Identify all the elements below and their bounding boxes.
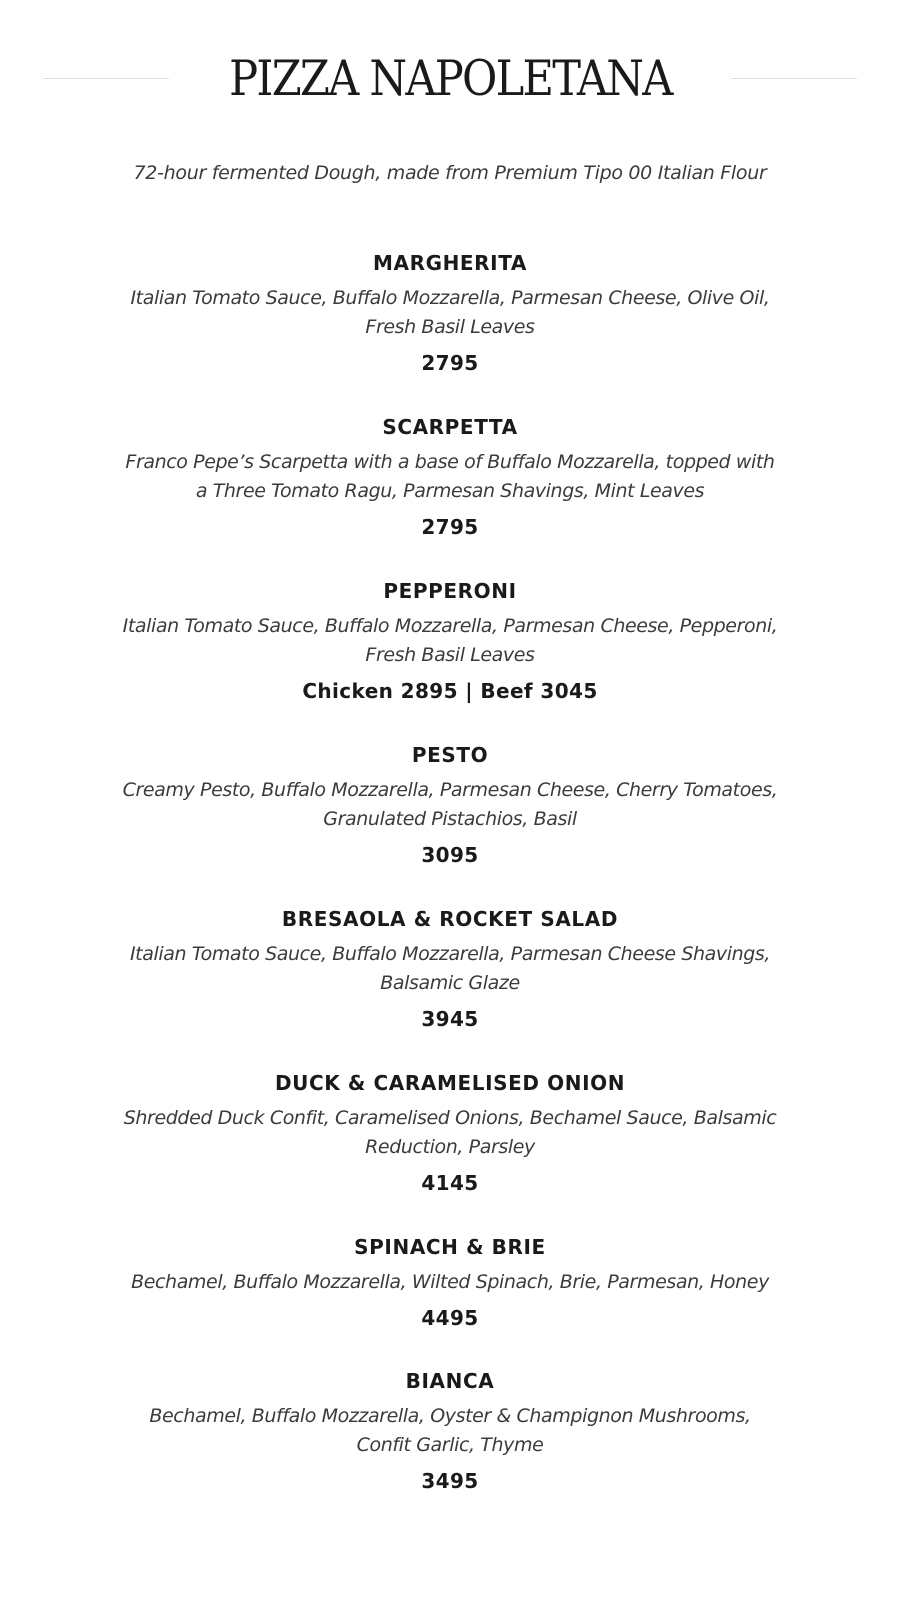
item-price: 3495 [421, 1469, 479, 1493]
menu-item-bresaola-rocket-salad [0, 906, 900, 1070]
page-title: PIZZA NAPOLETANA [228, 49, 672, 107]
item-description: Bechamel, Buffalo Mozzarella, Oyster & Champignon Mushrooms, Confit Garlic, Thyme [149, 1405, 751, 1456]
item-description: Franco Pepe’s Scarpetta with a base of Buffalo Mozzarella, topped with a Three Tomato Ragu, Parmesan Shavings, Mint Leaves [125, 451, 775, 502]
menu-item-pepperoni [0, 578, 900, 742]
item-price: Chicken 2895 | Beef 3045 [302, 679, 598, 703]
menu-header [0, 38, 900, 118]
left-divider [43, 78, 169, 79]
item-price: 2795 [421, 351, 479, 375]
item-price: 3945 [421, 1007, 479, 1031]
item-description: Bechamel, Buffalo Mozzarella, Wilted Spinach, Brie, Parmesan, Honey [131, 1271, 769, 1293]
item-description: Italian Tomato Sauce, Buffalo Mozzarella, Parmesan Cheese, Pepperoni, Fresh Basil Leaves [122, 615, 778, 666]
item-price: 3095 [421, 843, 479, 867]
item-name: PESTO [411, 743, 489, 767]
item-name: BRESAOLA & ROCKET SALAD [281, 907, 619, 931]
page-subtitle: 72-hour fermented Dough, made from Premium Tipo 00 Italian Flour [133, 162, 767, 184]
item-description: Creamy Pesto, Buffalo Mozzarella, Parmesan Cheese, Cherry Tomatoes, Granulated Pistachios, Basil [122, 779, 778, 830]
menu-item-duck-caramelised-onion [0, 1070, 900, 1234]
item-price: 2795 [421, 515, 479, 539]
menu-item-bianca [0, 1368, 900, 1532]
item-name: PEPPERONI [383, 579, 517, 603]
item-name: SPINACH & BRIE [354, 1235, 546, 1259]
item-name: MARGHERITA [372, 251, 527, 275]
item-price: 4145 [421, 1171, 479, 1195]
menu-item-scarpetta [0, 414, 900, 578]
menu-item-pesto [0, 742, 900, 906]
item-name: BIANCA [405, 1369, 495, 1393]
item-description: Italian Tomato Sauce, Buffalo Mozzarella, Parmesan Cheese, Olive Oil, Fresh Basil Leaves [130, 287, 770, 338]
menu-item-margherita [0, 250, 900, 414]
item-description: Italian Tomato Sauce, Buffalo Mozzarella, Parmesan Cheese Shavings, Balsamic Glaze [129, 943, 771, 994]
item-description: Shredded Duck Confit, Caramelised Onions, Bechamel Sauce, Balsamic Reduction, Parsley [123, 1107, 777, 1158]
item-name: SCARPETTA [382, 415, 518, 439]
menu-item-spinach-brie [0, 1234, 900, 1368]
item-name: DUCK & CARAMELISED ONION [274, 1071, 626, 1095]
right-divider [731, 78, 857, 79]
item-price: 4495 [421, 1306, 479, 1330]
menu-list [0, 250, 900, 1532]
